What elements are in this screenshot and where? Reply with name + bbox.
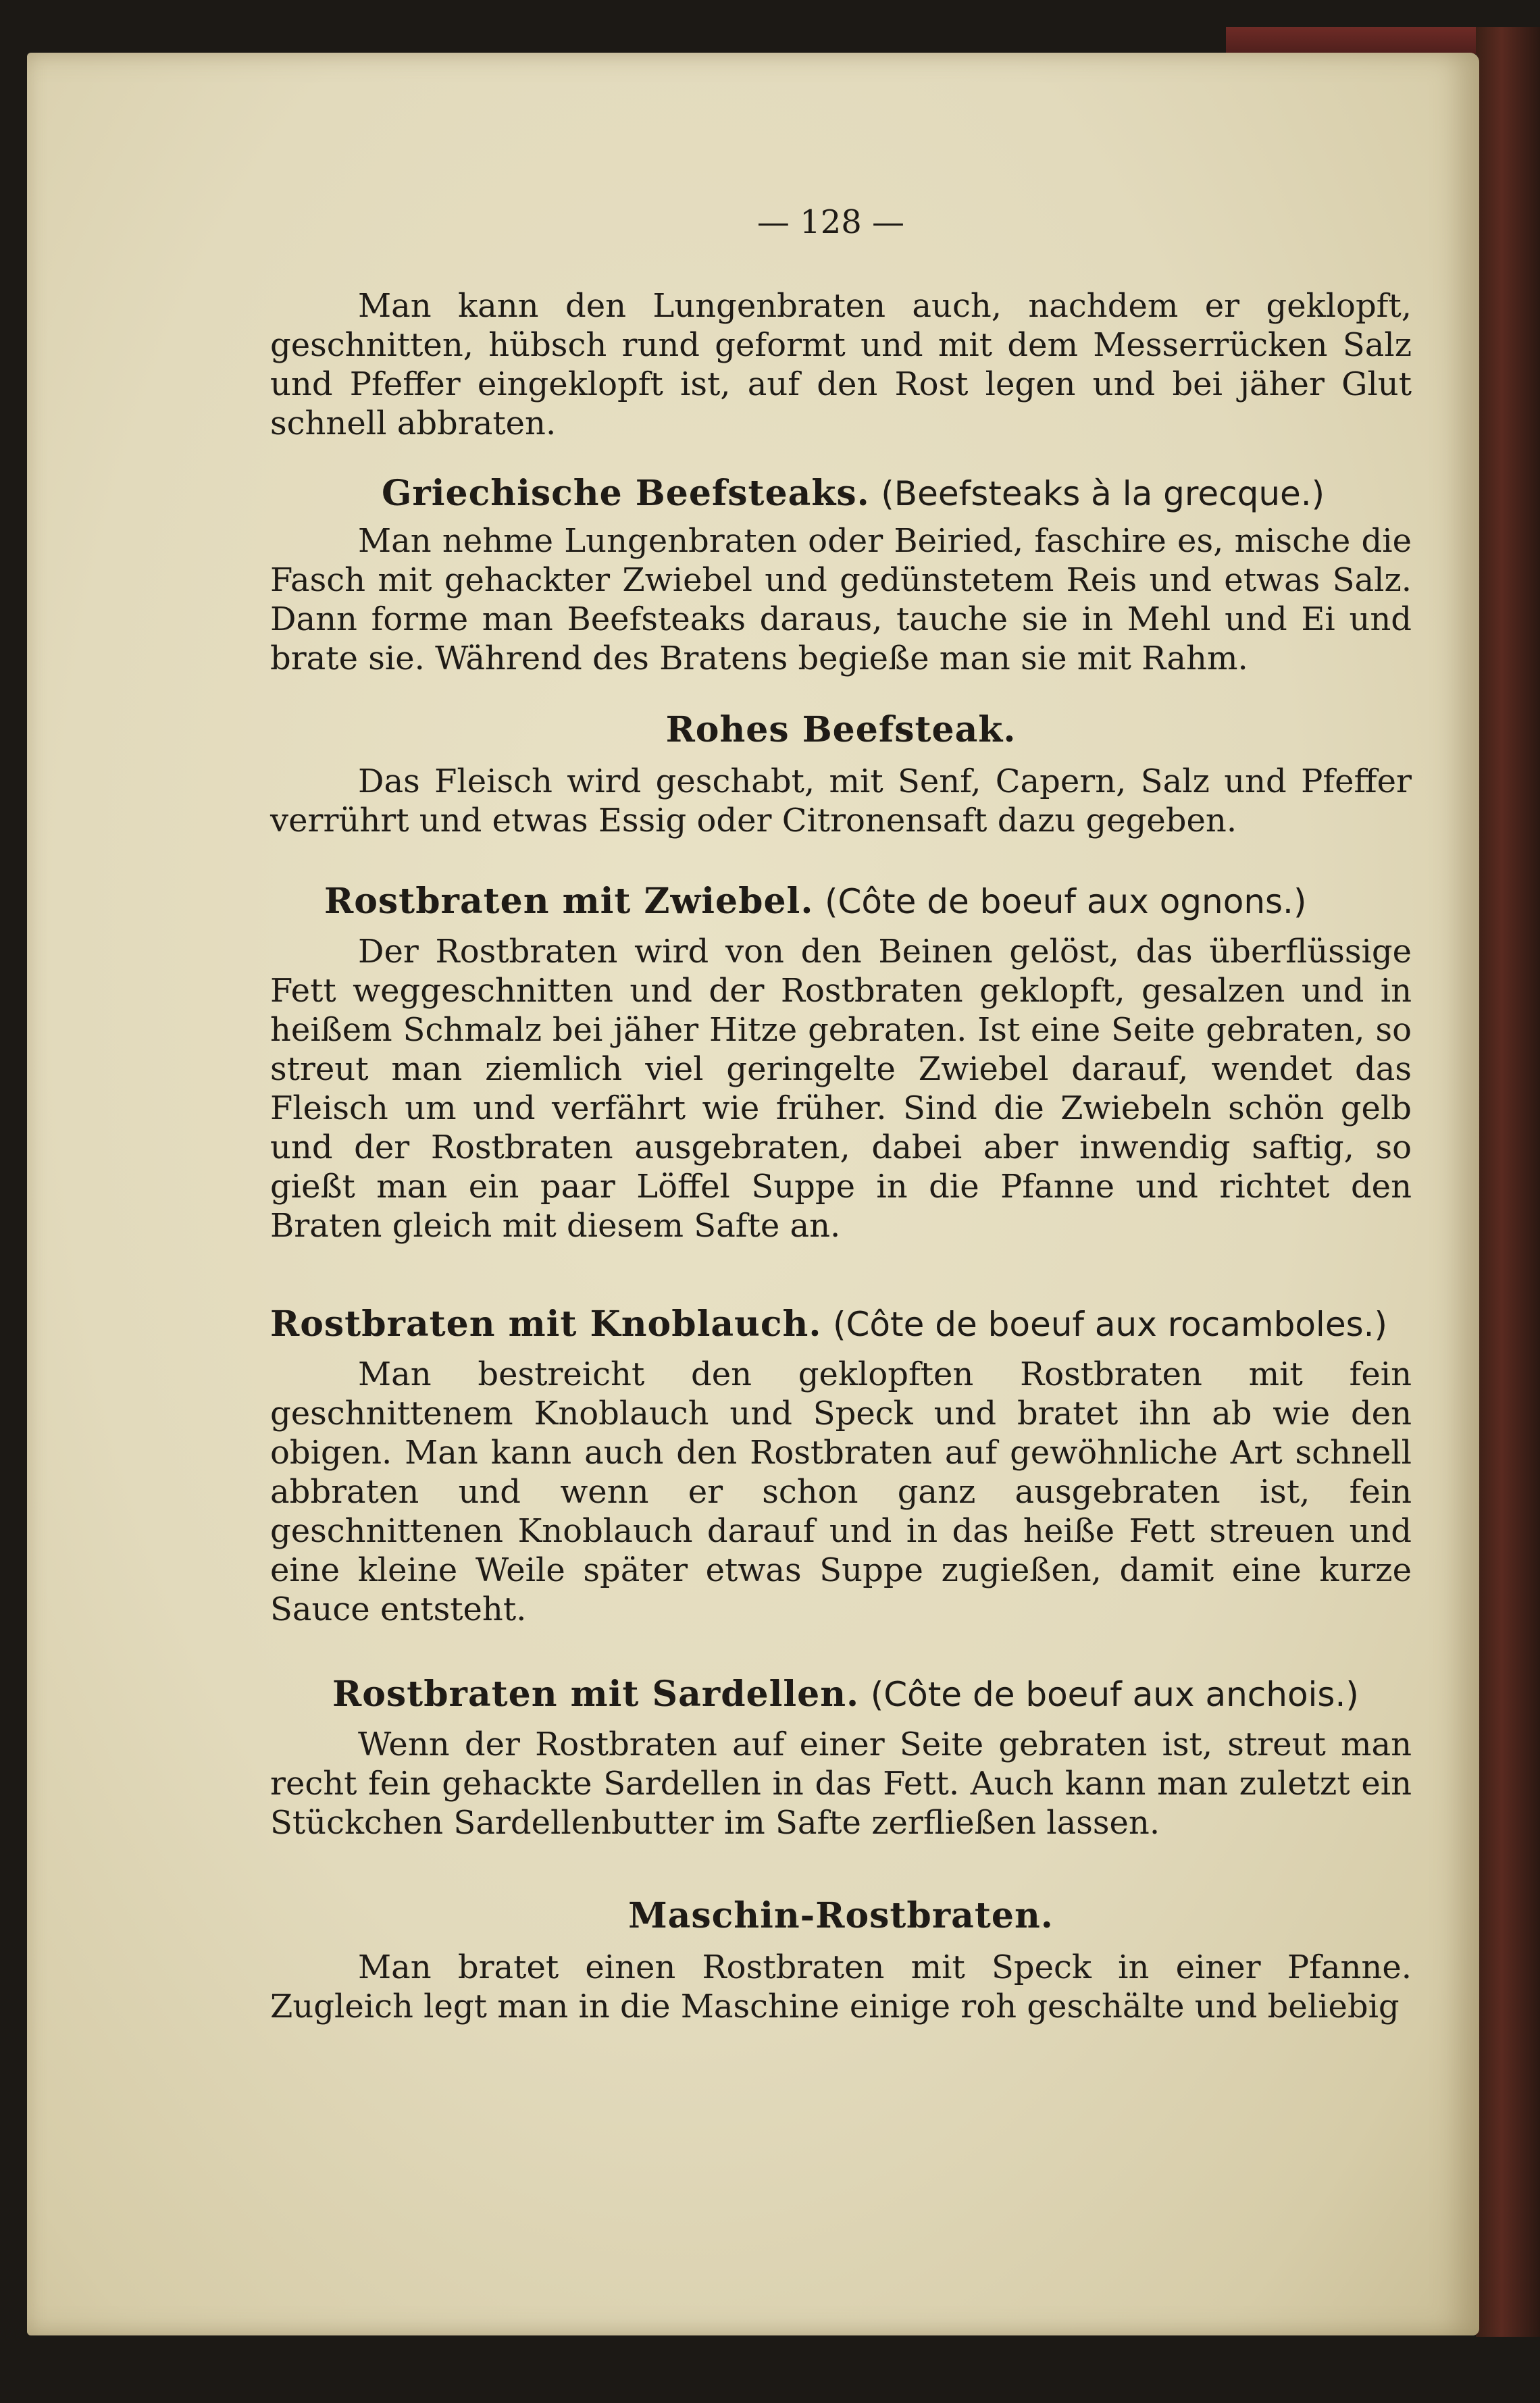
recipe-title-german: Maschin-Rostbraten. <box>628 1895 1054 1936</box>
recipe-title-french: (Beefsteaks à la grecque.) <box>881 474 1325 513</box>
recipe-title-french: (Côte de boeuf aux ognons.) <box>824 882 1307 921</box>
recipe-text-rohes-beefsteak: Das Fleisch wird geschabt, mit Senf, Capern, Salz und Pfeffer verrührt und etwas Essig oder Citronensaft dazu gegeben. <box>270 763 1412 839</box>
recipe-text-rostbraten-sardellen: Wenn der Rostbraten auf einer Seite gebraten ist, streut man recht fein gehackte Sardellen in das Fett. Auch kann man zuletzt ein Stückchen Sardellenbutter im Safte zerfließen lassen. <box>270 1726 1412 1842</box>
recipe-heading-rostbraten-sardellen <box>270 1674 1412 1715</box>
recipe-text-griechische-beefsteaks: Man nehme Lungenbraten oder Beiried, faschire es, mische die Fasch mit gehackter Zwiebel und gedünstetem Reis und etwas Salz. Dann forme man Beefsteaks daraus, tauche sie in Mehl und Ei und brate sie. Während des Bratens begieße man sie mit Rahm. <box>270 522 1412 677</box>
recipe-title-german: Griechische Beefsteaks. <box>382 473 870 514</box>
recipe-text-rostbraten-zwiebel: Der Rostbraten wird von den Beinen gelöst, das überflüssige Fett weggeschnitten und der Rostbraten geklopft, gesalzen und in heißem Schmalz bei jäher Hitze gebraten. Ist eine Seite gebraten, so streut man ziemlich viel geringelte Zwiebel darauf, wendet das Fleisch um und verfährt wie früher. Sind die Zwiebeln schön gelb und der Rostbraten ausgebraten, dabei aber inwendig saftig, so gießt man ein paar Löffel Suppe in die Pfanne und richtet den Braten gleich mit diesem Safte an. <box>270 933 1412 1245</box>
recipe-heading-rostbraten-knoblauch <box>270 1303 1412 1345</box>
recipe-heading-griechische-beefsteaks <box>270 473 1412 515</box>
recipe-title-french: (Côte de boeuf aux anchois.) <box>870 1675 1359 1714</box>
recipe-title-french: (Côte de boeuf aux rocamboles.) <box>832 1305 1388 1344</box>
page-number: — 128 — <box>756 203 905 241</box>
recipe-title-german: Rostbraten mit Knoblauch. <box>270 1303 822 1345</box>
intro-paragraph: Man kann den Lungenbraten auch, nachdem er geklopft, geschnitten, hübsch rund geformt und mit dem Messerrücken Salz und Pfeffer eingeklopft ist, auf den Rost legen und bei jäher Glut schnell abbraten. <box>270 287 1412 442</box>
recipe-heading-maschin-rostbraten <box>270 1895 1412 1937</box>
recipe-text-rostbraten-knoblauch: Man bestreicht den geklopften Rostbraten mit fein geschnittenem Knoblauch und Speck und bratet ihn ab wie den obigen. Man kann auch den Rostbraten auf gewöhnliche Art schnell abbraten und wenn er schon ganz ausgebraten ist, fein geschnittenen Knoblauch darauf und in das heiße Fett streuen und eine kleine Weile später etwas Suppe zugießen, damit eine kurze Sauce entsteht. <box>270 1355 1412 1628</box>
book-binding-edge <box>1476 27 1540 2337</box>
recipe-heading-rostbraten-zwiebel <box>270 881 1412 923</box>
recipe-title-german: Rohes Beefsteak. <box>665 709 1017 750</box>
recipe-text-maschin-rostbraten: Man bratet einen Rostbraten mit Speck in einer Pfanne. Zugleich legt man in die Maschine einige roh geschälte und beliebig <box>270 1948 1412 2025</box>
recipe-title-german: Rostbraten mit Sardellen. <box>332 1674 860 1715</box>
book-binding-top <box>1226 27 1483 54</box>
recipe-title-german: Rostbraten mit Zwiebel. <box>324 881 814 922</box>
recipe-heading-rohes-beefsteak <box>270 709 1412 751</box>
page-text <box>270 203 1412 2026</box>
